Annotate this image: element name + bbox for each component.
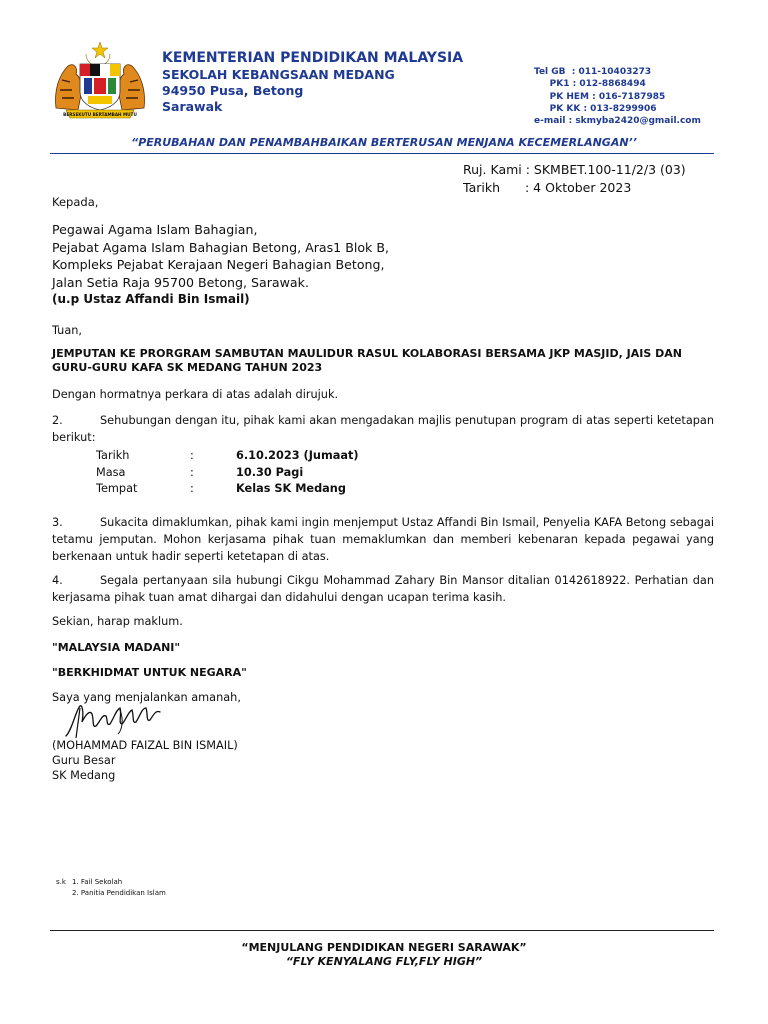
recipient-line: Kompleks Pejabat Kerajaan Negeri Bahagian Betong, (52, 257, 385, 272)
recipient-line: Pejabat Agama Islam Bahagian Betong, Aras1 Blok B, (52, 239, 389, 255)
recipient-line: Pegawai Agama Islam Bahagian, (52, 222, 258, 237)
detail-value: 6.10.2023 (Jumaat) (236, 449, 359, 462)
reference-block (463, 161, 686, 196)
signoff-line: Saya yang menjalankan amanah, (52, 691, 241, 704)
copy-to-list (56, 877, 166, 899)
detail-row (96, 448, 359, 465)
detail-row (96, 465, 359, 482)
letter-subject: JEMPUTAN KE PRORGRAM SAMBUTAN MAULIDUR RASUL KOLABORASI BERSAMA JKP MASJID, JAIS DAN GURU-GURU KAFA SK MEDANG TAHUN 2023 (52, 347, 682, 374)
contact-pk-kk: PK KK : 013-8299906 (534, 103, 657, 114)
school-motto: “PERUBAHAN DAN PENAMBAHBAIKAN BERTERUSAN MENJANA KECEMERLANGAN’’ (131, 136, 637, 149)
signer-title: Guru Besar (52, 754, 116, 767)
slogan-berkhidmat: "BERKHIDMAT UNTUK NEGARA" (52, 666, 247, 679)
event-details (96, 448, 359, 498)
detail-row (96, 481, 359, 498)
footer-line2: “FLY KENYALANG FLY,FLY HIGH” (285, 955, 483, 968)
signer-school: SK Medang (52, 769, 116, 782)
header-divider (50, 153, 714, 154)
detail-colon: : (190, 465, 194, 479)
detail-colon: : (190, 449, 194, 462)
sk-item: 1. Fail Sekolah (72, 878, 123, 886)
detail-colon: : (190, 482, 194, 495)
footer (0, 941, 768, 969)
paragraph-text: Sehubungan dengan itu, pihak kami akan mengadakan majlis penutupan program di atas seperti ketetapan berikut: (52, 414, 714, 444)
school-address-line2: Sarawak (162, 99, 223, 114)
school-address-line1: 94950 Pusa, Betong (162, 83, 304, 98)
contact-tel-gb: Tel GB : 011-10403273 (534, 67, 652, 77)
footer-divider (50, 930, 714, 931)
recipient-address (52, 221, 389, 309)
closing-line: Sekian, harap maklum. (52, 615, 183, 628)
sk-item: 2. Panitia Pendidikan Islam (72, 889, 166, 897)
tarikh-value: : 4 Oktober 2023 (525, 179, 632, 195)
letterhead-contacts (534, 66, 701, 127)
paragraph-text: Segala pertanyaan sila hubungi Cikgu Mohammad Zahary Bin Mansor ditalian 0142618922. Perhatian dan kerjasama pihak tuan amat dihargai dan didahului dengan ucapan terima kasih. (52, 574, 714, 604)
paragraph-text: Sukacita dimaklumkan, pihak kami ingin menjemput Ustaz Affandi Bin Ismail, Penyelia KAFA Betong sebagai tetamu jemputan. Mohon kerjasama pihak tuan memaklumkan dan memberi kebenaran kepada pegawai yang berkenaan untuk hadir seperti ketetapan di atas. (52, 516, 714, 563)
paragraph-4 (52, 572, 714, 606)
signer-name: (MOHAMMAD FAIZAL BIN ISMAIL) (52, 739, 238, 752)
tarikh-label: Tarikh (463, 179, 500, 195)
sk-label: s.k (56, 878, 66, 886)
paragraph-number: 4. (52, 574, 63, 587)
school-name: SEKOLAH KEBANGSAAN MEDANG (162, 67, 395, 82)
ministry-name: KEMENTERIAN PENDIDIKAN MALAYSIA (162, 50, 464, 66)
ruj-value: SKMBET.100-11/2/3 (03) (533, 162, 686, 177)
detail-value: Kelas SK Medang (236, 482, 346, 495)
detail-value: 10.30 Pagi (236, 465, 304, 479)
paragraph-number: 3. (52, 516, 63, 529)
kepada-label: Kepada, (52, 195, 99, 209)
recipient-line: Jalan Setia Raja 95700 Betong, Sarawak. (52, 274, 309, 290)
paragraph-2 (52, 412, 714, 446)
letterhead-organisation (162, 50, 463, 115)
crest-ribbon-text: BERSEKUTU BERTAMBAH MUTU (63, 112, 137, 117)
contact-pk1: PK1 : 012-8868494 (534, 79, 646, 90)
paragraph-3 (52, 514, 714, 565)
greeting: Tuan, (52, 324, 83, 337)
malaysia-coat-of-arms (48, 40, 152, 120)
ruj-label: Ruj. Kami : (463, 162, 530, 177)
detail-label: Tempat (96, 482, 138, 495)
paragraph-number: 2. (52, 414, 63, 427)
handwritten-signature (62, 700, 170, 740)
recipient-attention: (u.p Ustaz Affandi Bin Ismail) (52, 292, 250, 306)
detail-label: Tarikh (96, 449, 130, 462)
opening-sentence: Dengan hormatnya perkara di atas adalah dirujuk. (52, 388, 339, 401)
footer-line1: “MENJULANG PENDIDIKAN NEGERI SARAWAK” (241, 941, 527, 954)
detail-label: Masa (96, 465, 126, 479)
contact-email: e-mail : skmyba2420@gmail.com (534, 116, 701, 127)
contact-pk-hem: PK HEM : 016-7187985 (534, 91, 666, 102)
slogan-malaysia-madani: "MALAYSIA MADANI" (52, 641, 181, 654)
